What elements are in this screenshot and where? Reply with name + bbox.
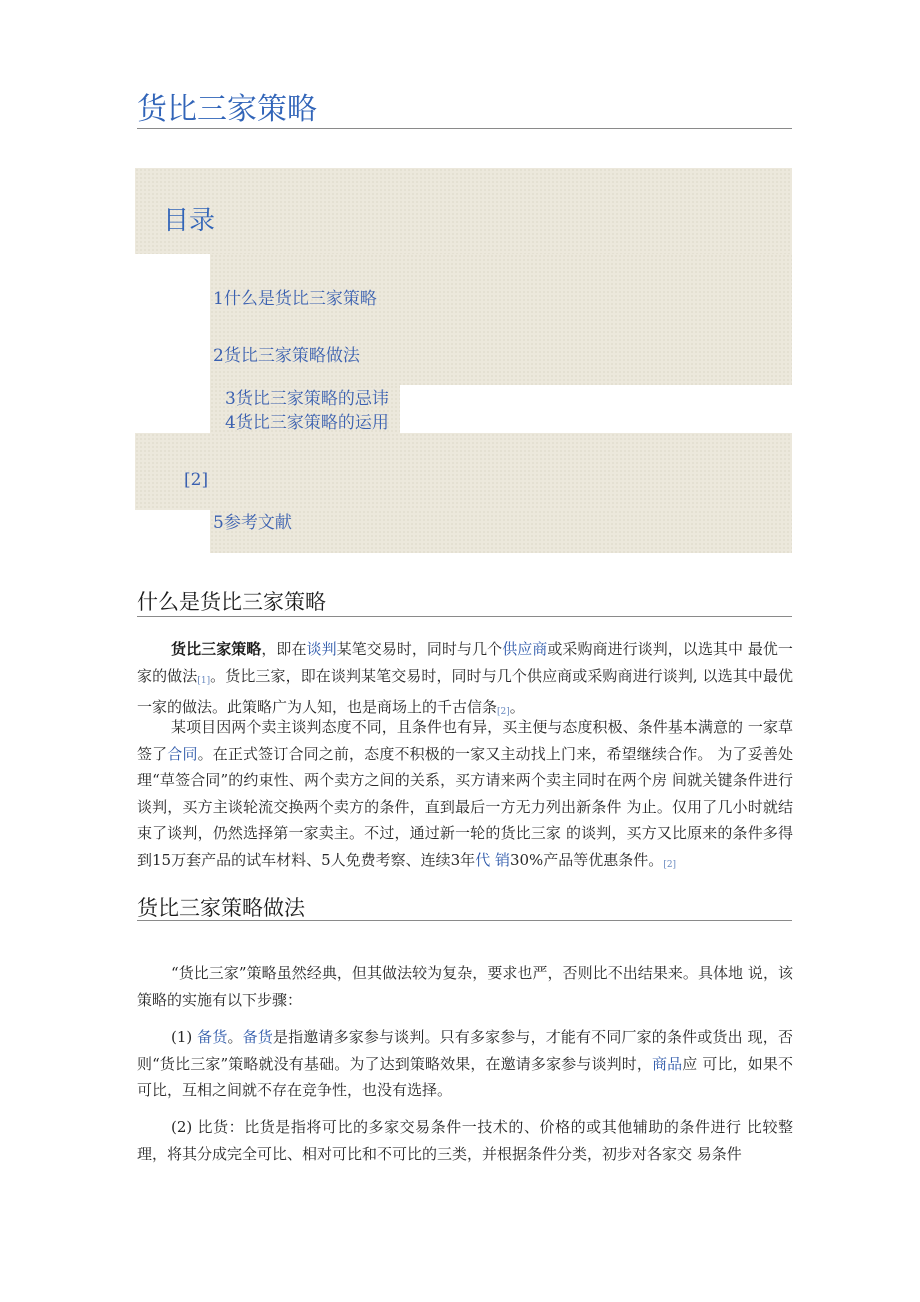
toc-item-method[interactable]: 2货比三家策略做法 [213,346,360,366]
citation[interactable]: [2] [497,707,510,717]
toc-heading: 目录 [163,206,216,236]
link-stock[interactable]: 备货 [242,1028,273,1046]
section-divider [137,616,792,617]
toc-background [210,510,792,553]
toc-item-application[interactable]: 4货比三家策略的运用 [225,413,389,433]
section-divider [137,920,792,921]
citation[interactable]: [1] [197,675,211,686]
toc-item-taboos[interactable]: 3货比三家策略的忌讳 [225,389,389,409]
toc-item-what-is[interactable]: 1什么是货比三家策略 [213,289,377,309]
toc-background [135,433,792,510]
paragraph: “货比三家”策略虽然经典，但其做法较为复杂，要求也严，否则比不出结果来。具体地 说，该策略的实施有以下步骤： [137,964,793,1009]
citation[interactable]: [2] [663,859,677,870]
toc-item-citation[interactable]: [2] [184,470,209,490]
paragraph: 某项目因两个卖主谈判态度不同，且条件也有异，买主便与态度积极、条件基本满意的 一家草签了合同。在正式签订合同之前，态度不积极的一家又主动找上门来，希望继续合作。 为了妥善处理“草签合同”的约束性、两个卖方之间的关系，买方请来两个卖主同时在两个房 间就关键条件进行谈判，买方主谈轮流交换两个卖方的条件，直到最后一方无力列出新条件 为止。仅用了几小时就结束了谈判，仍然选择第一家卖主。不过，通过新一轮的货比三家 的谈判，买方又比原来的条件多得到15万套产品的试车材料、5人免费考察、连续3年代 销30%产品等优惠条件。[2] [137,718,793,870]
link-negotiation[interactable]: 谈判 [306,640,337,658]
title-divider [137,128,792,129]
paragraph: 货比三家策略，即在谈判某笔交易时，同时与几个供应商或采购商进行谈判，以选其中 最优一家的做法[1]。货比三家，即在谈判某笔交易时，同时与几个供应商或采购商进行谈判, 以选其中最优一家的做法。此策略广为人知，也是商场上的千古信条[2]。 [137,640,793,717]
link-stock[interactable]: 备货 [197,1028,228,1046]
bold-term: 货比三家策略 [171,640,262,658]
link-consignment[interactable]: 代 销 [475,850,510,869]
link-supplier[interactable]: 供应商 [502,640,548,658]
page-title: 货比三家策略 [137,92,317,127]
section-heading-what-is: 什么是货比三家策略 [137,590,326,614]
link-contract[interactable]: 合同 [167,744,198,763]
link-goods[interactable]: 商品 [652,1054,683,1073]
paragraph: (2) 比货：比货是指将可比的多家交易条件一技术的、价格的或其他辅助的条件进行 比较整理，将其分成完全可比、相对可比和不可比的三类，并根据条件分类，初步对各家交 易条件 [137,1118,793,1163]
toc-background [135,168,792,254]
toc-item-references[interactable]: 5参考文献 [213,513,292,533]
paragraph: (1) 备货。备货是指邀请多家参与谈判。只有多家参与，才能有不同厂家的条件或货出 现，否则“货比三家”策略就没有基础。为了达到策略效果，在邀请多家参与谈判时，商品应 可比，如果不可比，互相之间就不存在竞争性，也没有选择。 [137,1028,793,1099]
section-heading-method: 货比三家策略做法 [137,896,305,920]
